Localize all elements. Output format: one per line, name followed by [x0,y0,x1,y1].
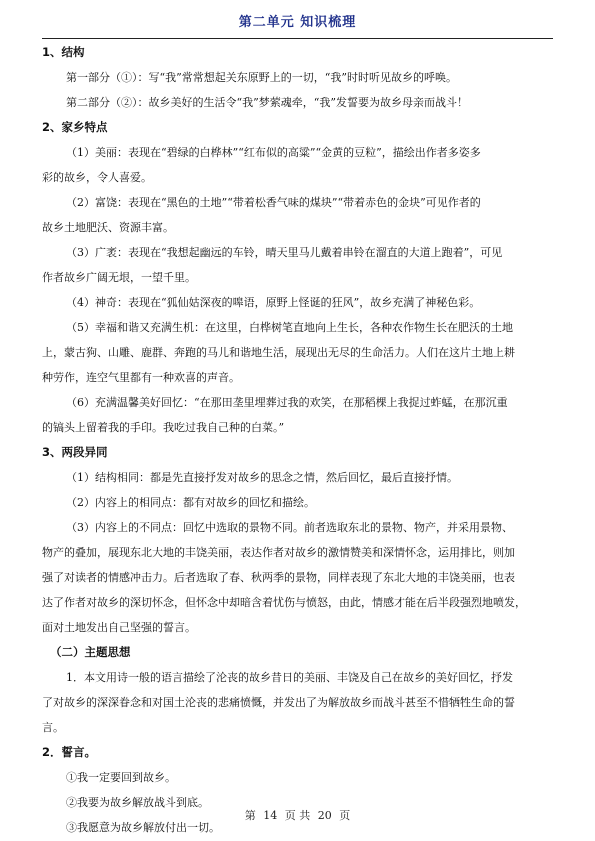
paragraph-continuation-line: 强了对读者的情感冲击力。后者选取了春、秋两季的景物，同样表现了东北大地的丰饶美丽，也表 [42,571,515,584]
paragraph-line: 第一部分（①）：写“我”常常想起关东原野上的一切，“我”时时听见故乡的呼唤。 [66,71,457,84]
paragraph-line: （3）内容上的不同点：回忆中选取的景物不同。前者选取东北的景物、物产，并采用景物、 [66,521,513,534]
paragraph-continuation-line: 达了作者对故乡的深切怀念，但怀念中却暗含着忧伤与愤怒，由此，情感才能在后半段强烈地喷发， [42,596,526,609]
section-heading: 1、结构 [42,45,85,59]
document-body [42,40,553,840]
paragraph-continuation-line: 上，蒙古狗、山雕、鹿群、奔跑的马儿和谐地生活，展现出无尽的生命活力。人们在这片土地上耕 [42,346,515,359]
header-divider [42,38,553,39]
paragraph-line: 第二部分（②）：故乡美好的生活令“我”梦萦魂牵，“我”发誓要为故乡母亲而战斗！ [66,96,468,109]
section-heading: （二）主题思想 [50,645,131,659]
paragraph-continuation-line: 故乡土地肥沃、资源丰富。 [42,221,174,234]
paragraph-continuation-line: 彩的故乡，令人喜爱。 [42,171,152,184]
paragraph-line: （2）富饶：表现在“黑色的土地”“带着松香气味的煤块”“带着赤色的金块”可见作者的 [66,196,481,209]
paragraph-continuation-line: 的镐头上留着我的手印。我吃过我自己种的白菜。” [42,421,285,434]
footer-prefix: 第 [244,809,256,822]
footer-suffix: 页 [339,809,351,822]
footer-page-number: 14 [263,809,278,822]
paragraph-line: ①我一定要回到故乡。 [66,771,176,784]
paragraph-line: （6）充满温馨美好回忆：“在那田垄里埋葬过我的欢笑，在那稻棵上我捉过蚱蜢，在那沉重 [66,396,508,409]
page-footer [0,807,595,823]
paragraph-line: （1）美丽：表现在“碧绿的白桦林”“红布似的高粱”“金黄的豆粒”，描绘出作者多姿多 [66,146,481,159]
paragraph-continuation-line: 作者故乡广阔无垠，一望千里。 [42,271,196,284]
paragraph-line: ③我愿意为故乡解放付出一切。 [66,821,220,834]
paragraph-continuation-line: 了对故乡的深深眷念和对国土沦丧的悲痛愤慨，并发出了为解放故乡而战斗甚至不惜牺牲生命的誓 [42,696,515,709]
paragraph-line: （3）广袤：表现在“我想起幽远的车铃，晴天里马儿戴着串铃在溜直的大道上跑着”，可见 [66,246,503,259]
paragraph-line: （1）结构相同：都是先直接抒发对故乡的思念之情，然后回忆，最后直接抒情。 [66,471,458,484]
paragraph-continuation-line: 言。 [42,721,64,734]
section-heading: 2．誓言。 [42,745,97,759]
paragraph-line: ②我要为故乡解放战斗到底。 [66,796,209,809]
section-heading: 2、家乡特点 [42,120,108,134]
paragraph-continuation-line: 面对土地发出自己坚强的誓言。 [42,621,196,634]
footer-total-pages: 20 [317,809,332,822]
paragraph-continuation-line: 种劳作，连空气里都有一种欢喜的声音。 [42,371,240,384]
section-heading: 3、两段异同 [42,445,108,459]
paragraph-line: 1．本文用诗一般的语言描绘了沦丧的故乡昔日的美丽、丰饶及自己在故乡的美好回忆，抒发 [66,671,513,684]
paragraph-line: （4）神奇：表现在“狐仙姑深夜的嗥语，原野上怪诞的狂风”，故乡充满了神秘色彩。 [66,296,481,309]
page-header-title: 第二单元 知识梳理 [238,15,357,30]
paragraph-line: （2）内容上的相同点：都有对故乡的回忆和描绘。 [66,496,315,509]
footer-middle: 页 共 [284,809,311,822]
paragraph-line: （5）幸福和谐又充满生机：在这里，白桦树笔直地向上生长，各种农作物生长在肥沃的土地 [66,321,513,334]
paragraph-continuation-line: 物产的叠加，展现东北大地的丰饶美丽，表达作者对故乡的激情赞美和深情怀念，运用排比，则加 [42,546,515,559]
